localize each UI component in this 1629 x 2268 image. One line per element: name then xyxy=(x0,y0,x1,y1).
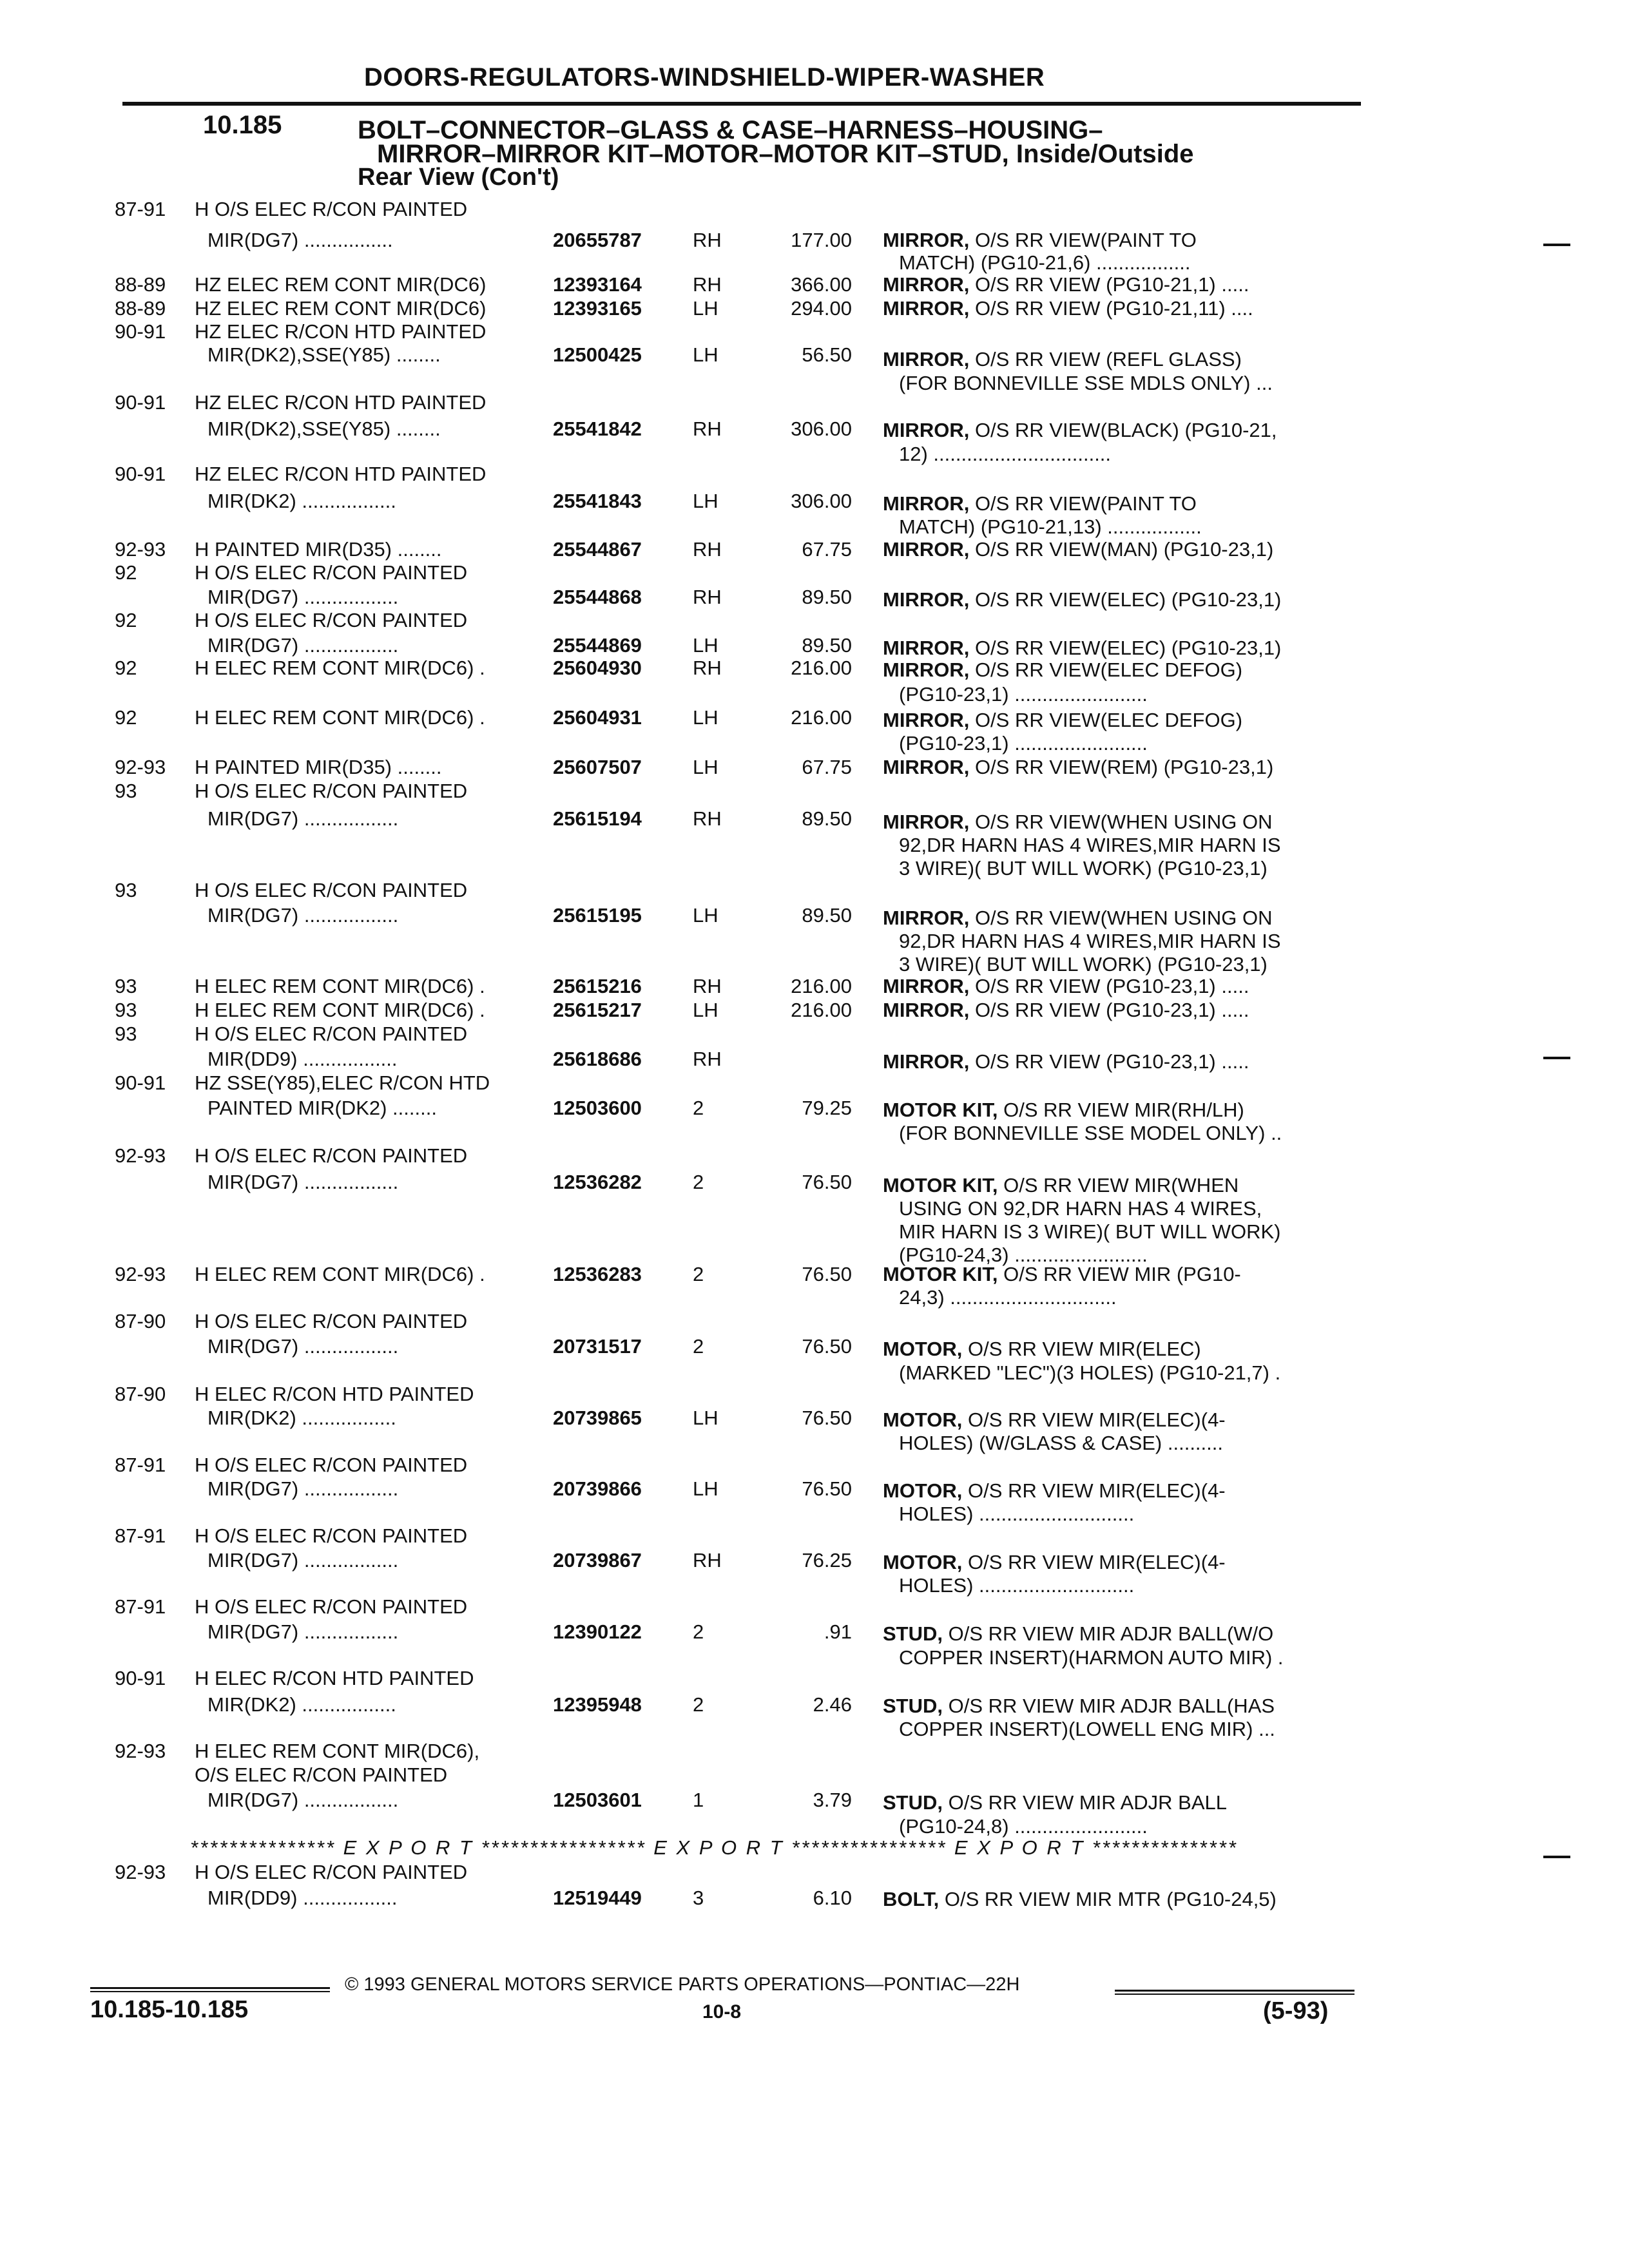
application-desc-cont: MIR(DK2) ................. xyxy=(207,1407,396,1429)
quantity: RH xyxy=(693,1048,722,1070)
part-description: MOTOR KIT, O/S RR VIEW MIR (PG10- xyxy=(883,1263,1241,1285)
application-desc: H O/S ELEC R/CON PAINTED xyxy=(195,198,468,220)
quantity: LH xyxy=(693,297,718,320)
part-number: 20739866 xyxy=(553,1477,642,1500)
list-price: 76.50 xyxy=(802,1335,852,1358)
part-number: 25615194 xyxy=(553,807,642,830)
list-price: 67.75 xyxy=(802,756,852,778)
part-description-cont: 3 WIRE)( BUT WILL WORK) (PG10-23,1) xyxy=(899,953,1268,975)
footer-date: (5-93) xyxy=(1263,1997,1329,2024)
part-description-cont: (FOR BONNEVILLE SSE MODEL ONLY) .. xyxy=(899,1122,1282,1144)
model-years: 92-93 xyxy=(115,756,166,778)
application-desc-cont: MIR(DG7) ................. xyxy=(207,1335,399,1358)
model-years: 88-89 xyxy=(115,297,166,320)
part-description: MIRROR, O/S RR VIEW (REFL GLASS) xyxy=(883,348,1242,370)
quantity: 1 xyxy=(693,1789,704,1811)
application-desc: HZ ELEC R/CON HTD PAINTED xyxy=(195,391,487,414)
model-years: 87-90 xyxy=(115,1310,166,1332)
section-title-line2: MIRROR–MIRROR KIT–MOTOR–MOTOR KIT–STUD, Inside/Outside xyxy=(377,140,1194,168)
part-description: STUD, O/S RR VIEW MIR ADJR BALL(HAS xyxy=(883,1695,1275,1717)
application-desc: H O/S ELEC R/CON PAINTED xyxy=(195,609,468,631)
part-number: 12390122 xyxy=(553,1620,642,1643)
model-years: 90-91 xyxy=(115,1072,166,1094)
quantity: RH xyxy=(693,418,722,440)
part-description: STUD, O/S RR VIEW MIR ADJR BALL xyxy=(883,1791,1227,1814)
part-description-cont: (PG10-23,1) ........................ xyxy=(899,683,1148,706)
part-number: 20739865 xyxy=(553,1407,642,1429)
quantity: 2 xyxy=(693,1097,704,1119)
part-description: MIRROR, O/S RR VIEW (PG10-21,11) .... xyxy=(883,297,1253,320)
footer-section-range: 10.185-10.185 xyxy=(90,1996,249,2023)
part-number: 12503601 xyxy=(553,1789,642,1811)
part-description-cont: MATCH) (PG10-21,13) ................. xyxy=(899,515,1202,538)
model-years: 92-93 xyxy=(115,1861,166,1883)
list-price: 177.00 xyxy=(791,229,852,251)
part-description: MIRROR, O/S RR VIEW(REM) (PG10-23,1) xyxy=(883,756,1274,778)
part-number: 25615216 xyxy=(553,975,642,997)
list-price: 67.75 xyxy=(802,538,852,561)
footer-rule-right xyxy=(1115,1990,1354,1992)
model-years: 92 xyxy=(115,657,137,679)
list-price: 56.50 xyxy=(802,343,852,366)
application-desc: O/S ELEC R/CON PAINTED xyxy=(195,1763,448,1786)
part-description-cont: (PG10-23,1) ........................ xyxy=(899,732,1148,754)
quantity: RH xyxy=(693,975,722,997)
application-desc: H PAINTED MIR(D35) ........ xyxy=(195,538,442,561)
part-description-cont: 24,3) .............................. xyxy=(899,1286,1117,1309)
application-desc: H ELEC R/CON HTD PAINTED xyxy=(195,1667,474,1689)
model-years: 90-91 xyxy=(115,1667,166,1689)
part-description: MOTOR, O/S RR VIEW MIR(ELEC)(4- xyxy=(883,1408,1226,1431)
part-description: MIRROR, O/S RR VIEW(WHEN USING ON xyxy=(883,811,1273,833)
application-desc-cont: MIR(DG7) ................. xyxy=(207,1789,399,1811)
model-years: 92-93 xyxy=(115,1740,166,1762)
part-description-cont: (PG10-24,3) ........................ xyxy=(899,1244,1148,1266)
part-description: MIRROR, O/S RR VIEW(ELEC DEFOG) xyxy=(883,658,1243,681)
application-desc-cont: PAINTED MIR(DK2) ........ xyxy=(207,1097,437,1119)
page-title: DOORS-REGULATORS-WINDSHIELD-WIPER-WASHER xyxy=(364,63,1045,91)
application-desc: H ELEC REM CONT MIR(DC6) . xyxy=(195,706,485,729)
part-description: MIRROR, O/S RR VIEW(PAINT TO xyxy=(883,492,1197,515)
part-description-cont: 3 WIRE)( BUT WILL WORK) (PG10-23,1) xyxy=(899,857,1268,879)
list-price: 216.00 xyxy=(791,975,852,997)
part-description-cont: (FOR BONNEVILLE SSE MDLS ONLY) ... xyxy=(899,372,1273,394)
part-number: 12536283 xyxy=(553,1263,642,1285)
application-desc-cont: MIR(DG7) ................. xyxy=(207,634,399,657)
part-description-cont: HOLES) ............................ xyxy=(899,1503,1135,1525)
model-years: 87-91 xyxy=(115,198,166,220)
model-years: 90-91 xyxy=(115,463,166,485)
part-number: 25541842 xyxy=(553,418,642,440)
application-desc: H ELEC REM CONT MIR(DC6) . xyxy=(195,1263,485,1285)
application-desc: H O/S ELEC R/CON PAINTED xyxy=(195,1454,468,1476)
part-number: 12393165 xyxy=(553,297,642,320)
quantity: RH xyxy=(693,586,722,608)
part-description: MIRROR, O/S RR VIEW(BLACK) (PG10-21, xyxy=(883,419,1277,441)
part-description: MOTOR, O/S RR VIEW MIR(ELEC)(4- xyxy=(883,1479,1226,1502)
part-description: MOTOR KIT, O/S RR VIEW MIR(RH/LH) xyxy=(883,1099,1244,1121)
part-number: 25544867 xyxy=(553,538,642,561)
model-years: 93 xyxy=(115,975,137,997)
list-price: 89.50 xyxy=(802,904,852,927)
quantity: RH xyxy=(693,273,722,296)
footer-page-number: 10-8 xyxy=(702,2001,742,2023)
part-description: MIRROR, O/S RR VIEW (PG10-23,1) ..... xyxy=(883,999,1249,1021)
part-description-cont: (PG10-24,8) ........................ xyxy=(899,1815,1148,1838)
application-desc-cont: MIR(DK2) ................. xyxy=(207,1693,396,1716)
application-desc-cont: MIR(DK2) ................. xyxy=(207,490,396,512)
application-desc-cont: MIR(DG7) ................. xyxy=(207,807,399,830)
application-desc: H O/S ELEC R/CON PAINTED xyxy=(195,1144,468,1167)
part-description: MIRROR, O/S RR VIEW(MAN) (PG10-23,1) xyxy=(883,538,1274,561)
model-years: 93 xyxy=(115,780,137,802)
application-desc: HZ ELEC REM CONT MIR(DC6) xyxy=(195,273,487,296)
model-years: 92 xyxy=(115,609,137,631)
application-desc-cont: MIR(DD9) ................. xyxy=(207,1048,398,1070)
application-desc: HZ SSE(Y85),ELEC R/CON HTD xyxy=(195,1072,490,1094)
list-price: 2.46 xyxy=(813,1693,852,1716)
application-desc-cont: MIR(DG7) ................. xyxy=(207,586,399,608)
application-desc-cont: MIR(DG7) ................. xyxy=(207,1549,399,1571)
part-number: 12393164 xyxy=(553,273,642,296)
part-number: 20739867 xyxy=(553,1549,642,1571)
list-price: 3.79 xyxy=(813,1789,852,1811)
quantity: 2 xyxy=(693,1335,704,1358)
section-title-line3: Rear View (Con't) xyxy=(358,164,559,191)
part-description: MIRROR, O/S RR VIEW (PG10-23,1) ..... xyxy=(883,975,1249,997)
application-desc-cont: MIR(DG7) ................. xyxy=(207,1477,399,1500)
application-desc: H PAINTED MIR(D35) ........ xyxy=(195,756,442,778)
application-desc: H O/S ELEC R/CON PAINTED xyxy=(195,1524,468,1547)
list-price: 6.10 xyxy=(813,1887,852,1909)
part-number: 25544868 xyxy=(553,586,642,608)
application-desc: H O/S ELEC R/CON PAINTED xyxy=(195,780,468,802)
part-description-cont: HOLES) (W/GLASS & CASE) .......... xyxy=(899,1432,1223,1454)
model-years: 93 xyxy=(115,1023,137,1045)
list-price: 76.50 xyxy=(802,1407,852,1429)
quantity: RH xyxy=(693,229,722,251)
part-description: MOTOR, O/S RR VIEW MIR(ELEC)(4- xyxy=(883,1551,1226,1573)
list-price: 79.25 xyxy=(802,1097,852,1119)
application-desc: H ELEC REM CONT MIR(DC6), xyxy=(195,1740,480,1762)
application-desc: H O/S ELEC R/CON PAINTED xyxy=(195,1023,468,1045)
part-description-cont: 12) ................................ xyxy=(899,443,1112,465)
application-desc: H ELEC REM CONT MIR(DC6) . xyxy=(195,657,485,679)
quantity: 2 xyxy=(693,1693,704,1716)
model-years: 87-91 xyxy=(115,1595,166,1618)
model-years: 92-93 xyxy=(115,1263,166,1285)
part-number: 25541843 xyxy=(553,490,642,512)
part-number: 25544869 xyxy=(553,634,642,657)
list-price: 89.50 xyxy=(802,586,852,608)
quantity: 2 xyxy=(693,1263,704,1285)
list-price: 216.00 xyxy=(791,706,852,729)
footer-rule-left xyxy=(90,1987,330,1989)
quantity: LH xyxy=(693,706,718,729)
model-years: 92-93 xyxy=(115,538,166,561)
list-price: 216.00 xyxy=(791,657,852,679)
title-rule xyxy=(122,102,1361,106)
part-number: 25604930 xyxy=(553,657,642,679)
model-years: 90-91 xyxy=(115,320,166,343)
part-description-cont: COPPER INSERT)(LOWELL ENG MIR) ... xyxy=(899,1718,1275,1740)
list-price: 306.00 xyxy=(791,490,852,512)
application-desc-cont: MIR(DG7) ................. xyxy=(207,1171,399,1193)
part-description: MIRROR, O/S RR VIEW(ELEC) (PG10-23,1) xyxy=(883,588,1282,611)
part-description-cont: 92,DR HARN HAS 4 WIRES,MIR HARN IS xyxy=(899,930,1281,952)
quantity: LH xyxy=(693,904,718,927)
part-number: 12500425 xyxy=(553,343,642,366)
application-desc: H O/S ELEC R/CON PAINTED xyxy=(195,561,468,584)
quantity: RH xyxy=(693,807,722,830)
section-title-line1: BOLT–CONNECTOR–GLASS & CASE–HARNESS–HOUSING– xyxy=(358,116,1103,144)
quantity: LH xyxy=(693,756,718,778)
part-number: 25618686 xyxy=(553,1048,642,1070)
margin-mark xyxy=(1543,244,1570,246)
application-desc: HZ ELEC R/CON HTD PAINTED xyxy=(195,320,487,343)
part-description-cont: (MARKED "LEC")(3 HOLES) (PG10-21,7) . xyxy=(899,1361,1281,1384)
export-divider: *************** E X P O R T ***************** E X P O R T **************** E X P O R T *************** xyxy=(190,1836,1238,1859)
application-desc: H O/S ELEC R/CON PAINTED xyxy=(195,1310,468,1332)
application-desc: H O/S ELEC R/CON PAINTED xyxy=(195,1861,468,1883)
application-desc-cont: MIR(DD9) ................. xyxy=(207,1887,398,1909)
model-years: 92 xyxy=(115,561,137,584)
part-description: BOLT, O/S RR VIEW MIR MTR (PG10-24,5) xyxy=(883,1888,1277,1910)
part-number: 25604931 xyxy=(553,706,642,729)
part-description-cont: USING ON 92,DR HARN HAS 4 WIRES, xyxy=(899,1197,1262,1220)
model-years: 87-91 xyxy=(115,1524,166,1547)
application-desc: H ELEC R/CON HTD PAINTED xyxy=(195,1383,474,1405)
list-price: 89.50 xyxy=(802,807,852,830)
part-description-cont: MATCH) (PG10-21,6) ................. xyxy=(899,251,1191,274)
model-years: 87-91 xyxy=(115,1454,166,1476)
footer-rule-right-lower xyxy=(1115,1994,1354,1995)
list-price: 294.00 xyxy=(791,297,852,320)
part-number: 12395948 xyxy=(553,1693,642,1716)
quantity: LH xyxy=(693,1407,718,1429)
part-description: MIRROR, O/S RR VIEW (PG10-23,1) ..... xyxy=(883,1050,1249,1073)
part-number: 20731517 xyxy=(553,1335,642,1358)
quantity: LH xyxy=(693,1477,718,1500)
application-desc: H ELEC REM CONT MIR(DC6) . xyxy=(195,999,485,1021)
part-description: MOTOR, O/S RR VIEW MIR(ELEC) xyxy=(883,1338,1201,1360)
application-desc: H O/S ELEC R/CON PAINTED xyxy=(195,1595,468,1618)
application-desc-cont: MIR(DG7) ................. xyxy=(207,1620,399,1643)
model-years: 88-89 xyxy=(115,273,166,296)
application-desc: HZ ELEC R/CON HTD PAINTED xyxy=(195,463,487,485)
part-description-cont: HOLES) ............................ xyxy=(899,1574,1135,1597)
quantity: LH xyxy=(693,490,718,512)
part-description-cont: MIR HARN IS 3 WIRE)( BUT WILL WORK) xyxy=(899,1220,1281,1243)
section-number: 10.185 xyxy=(203,111,282,139)
list-price: 76.25 xyxy=(802,1549,852,1571)
quantity: 2 xyxy=(693,1171,704,1193)
application-desc-cont: MIR(DK2),SSE(Y85) ........ xyxy=(207,343,441,366)
application-desc-cont: MIR(DG7) ................ xyxy=(207,229,393,251)
part-number: 12536282 xyxy=(553,1171,642,1193)
list-price: 216.00 xyxy=(791,999,852,1021)
model-years: 92 xyxy=(115,706,137,729)
quantity: LH xyxy=(693,999,718,1021)
part-description: MIRROR, O/S RR VIEW(ELEC DEFOG) xyxy=(883,709,1243,731)
footer-copyright: © 1993 GENERAL MOTORS SERVICE PARTS OPERATIONS—PONTIAC—22H xyxy=(345,1974,1020,1995)
application-desc-cont: MIR(DG7) ................. xyxy=(207,904,399,927)
quantity: LH xyxy=(693,343,718,366)
part-description: MIRROR, O/S RR VIEW(PAINT TO xyxy=(883,229,1197,251)
part-number: 25615195 xyxy=(553,904,642,927)
list-price: 76.50 xyxy=(802,1263,852,1285)
part-number: 20655787 xyxy=(553,229,642,251)
part-number: 12519449 xyxy=(553,1887,642,1909)
model-years: 92-93 xyxy=(115,1144,166,1167)
list-price: 366.00 xyxy=(791,273,852,296)
part-description: MOTOR KIT, O/S RR VIEW MIR(WHEN xyxy=(883,1174,1239,1196)
part-number: 12503600 xyxy=(553,1097,642,1119)
part-description-cont: COPPER INSERT)(HARMON AUTO MIR) . xyxy=(899,1646,1284,1669)
quantity: 3 xyxy=(693,1887,704,1909)
quantity: 2 xyxy=(693,1620,704,1643)
model-years: 93 xyxy=(115,999,137,1021)
quantity: RH xyxy=(693,538,722,561)
part-description: MIRROR, O/S RR VIEW (PG10-21,1) ..... xyxy=(883,273,1249,296)
model-years: 93 xyxy=(115,879,137,901)
part-description: STUD, O/S RR VIEW MIR ADJR BALL(W/O xyxy=(883,1622,1274,1645)
part-description: MIRROR, O/S RR VIEW(ELEC) (PG10-23,1) xyxy=(883,637,1282,659)
quantity: RH xyxy=(693,657,722,679)
margin-mark xyxy=(1543,1057,1570,1059)
application-desc: H O/S ELEC R/CON PAINTED xyxy=(195,879,468,901)
quantity: LH xyxy=(693,634,718,657)
part-description-cont: 92,DR HARN HAS 4 WIRES,MIR HARN IS xyxy=(899,834,1281,856)
model-years: 90-91 xyxy=(115,391,166,414)
list-price: 89.50 xyxy=(802,634,852,657)
list-price: .91 xyxy=(824,1620,852,1643)
footer-rule-left-lower xyxy=(90,1991,330,1992)
part-number: 25607507 xyxy=(553,756,642,778)
list-price: 76.50 xyxy=(802,1477,852,1500)
application-desc-cont: MIR(DK2),SSE(Y85) ........ xyxy=(207,418,441,440)
application-desc: H ELEC REM CONT MIR(DC6) . xyxy=(195,975,485,997)
part-description: MIRROR, O/S RR VIEW(WHEN USING ON xyxy=(883,907,1273,929)
margin-mark xyxy=(1543,1856,1570,1858)
model-years: 87-90 xyxy=(115,1383,166,1405)
list-price: 306.00 xyxy=(791,418,852,440)
quantity: RH xyxy=(693,1549,722,1571)
list-price: 76.50 xyxy=(802,1171,852,1193)
part-number: 25615217 xyxy=(553,999,642,1021)
application-desc: HZ ELEC REM CONT MIR(DC6) xyxy=(195,297,487,320)
